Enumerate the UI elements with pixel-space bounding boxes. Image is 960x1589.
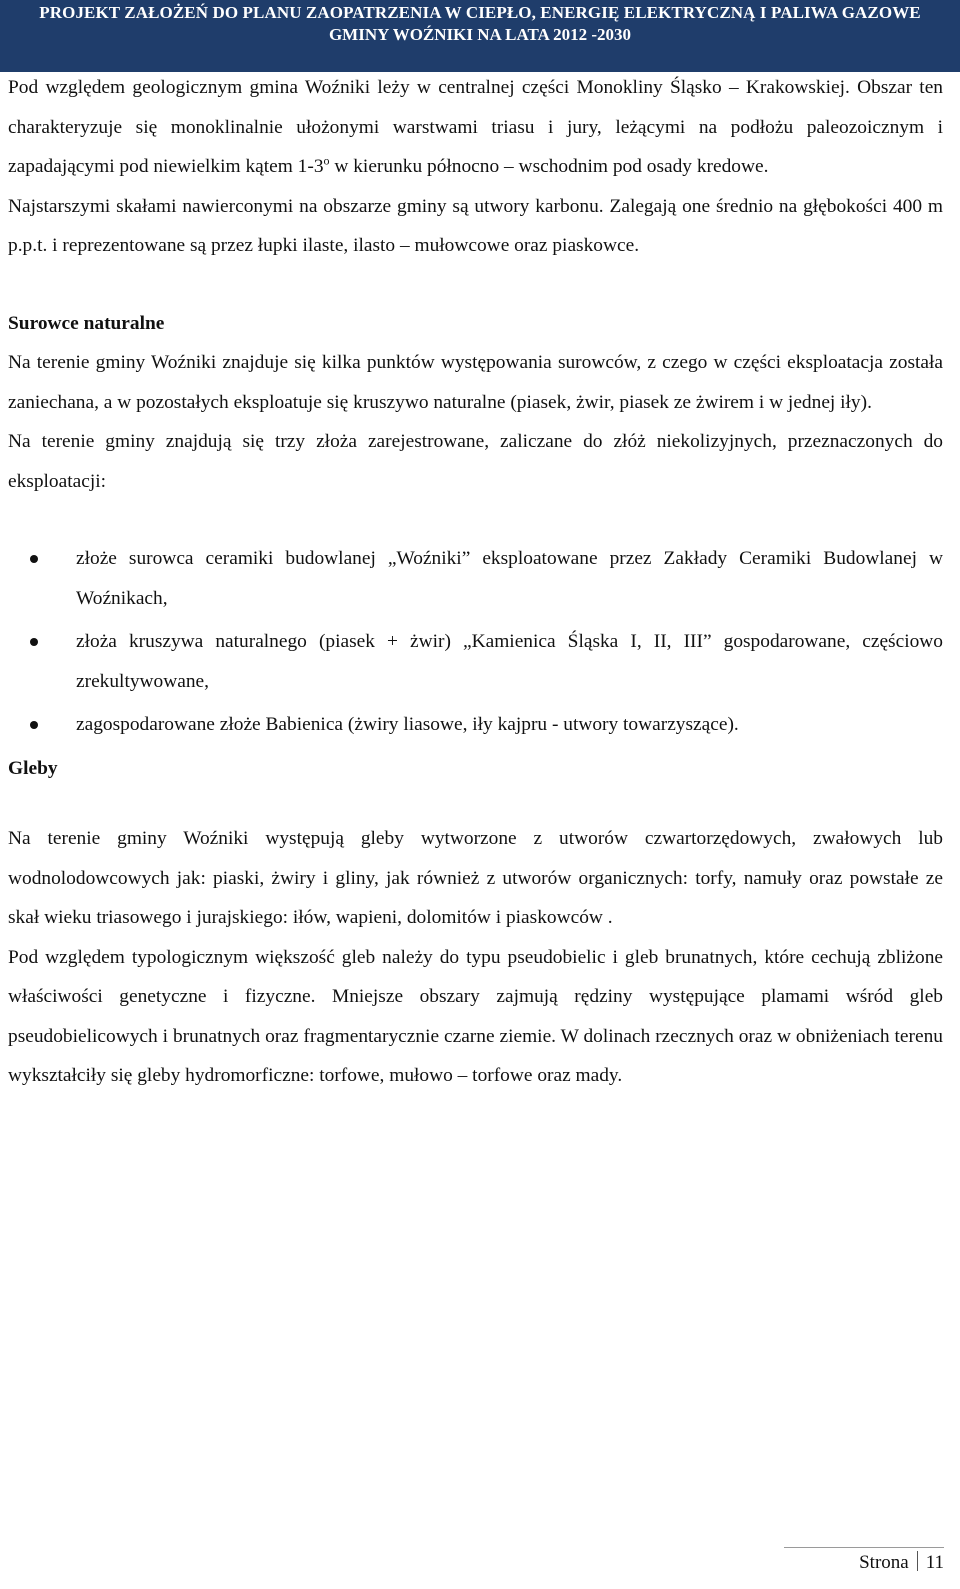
list-item: złoże surowca ceramiki budowlanej „Woźniki” eksploatowane przez Zakłady Ceramiki Budowlanej w Woźnikach,	[8, 539, 943, 618]
heading-soils: Gleby	[8, 757, 58, 779]
document-header	[0, 0, 960, 72]
degree-superscript: o	[323, 153, 330, 168]
bullet-icon	[30, 555, 38, 563]
heading-raw-materials: Surowce naturalne	[8, 312, 165, 334]
soils-paragraph-1: Na terenie gminy Woźniki występują gleby wytworzone z utworów czwartorzędowych, zwałowych lub wodnolodowcowych jak: piaski, żwiry i gliny, jak również z utworów organicznych: torfy, namuły oraz powstałe ze skał wieku triasowego i jurajskiego: iłów, wapieni, dolomitów i piaskowców .	[8, 828, 943, 928]
page-number: 11	[925, 1552, 944, 1573]
page-footer	[784, 1547, 944, 1576]
header-title-line1: PROJEKT ZAŁOŻEŃ DO PLANU ZAOPATRZENIA W CIEPŁO, ENERGIĘ ELEKTRYCZNĄ I PALIWA GAZOWE	[39, 3, 921, 22]
bullet-icon	[30, 721, 38, 729]
geology-paragraph-2: Najstarszymi skałami nawierconymi na obszarze gminy są utwory karbonu. Zalegają one średnio na głębokości 400 m p.p.t. i reprezentowane są przez łupki ilaste, ilasto – mułowcowe oraz piaskowce.	[8, 195, 943, 256]
raw-materials-paragraph-2: Na terenie gminy znajdują się trzy złoża zarejestrowane, zaliczane do złóż niekolizyjnych, przeznaczonych do eksploatacji:	[8, 431, 943, 492]
list-item: złoża kruszywa naturalnego (piasek + żwir) „Kamienica Śląska I, II, III” gospodarowane, częściowo zrekultywowane,	[8, 622, 943, 701]
document-body	[8, 68, 943, 1096]
header-title-line2: GMINY WOŹNIKI NA LATA 2012 -2030	[328, 25, 632, 44]
soils-paragraph-2: Pod względem typologicznym większość gleb należy do typu pseudobielic i gleb brunatnych, które cechują zbliżone właściwości genetyczne i fizyczne. Mniejsze obszary zajmują rędziny występujące plamami wśród gleb pseudobielicowych i brunatnych oraz fragmentarycznie czarne ziemie. W dolinach rzecznych oraz w obniżeniach terenu wykształciły się gleby hydromorficzne: torfowe, mułowo – torfowe oraz mady.	[8, 946, 943, 1086]
deposits-list	[8, 539, 943, 745]
footer-separator	[917, 1551, 918, 1571]
geology-paragraph-1: Pod względem geologicznym gmina Woźniki leży w centralnej części Monokliny Śląsko – Krakowskiej. Obszar ten charakteryzuje się monoklinalnie ułożonymi warstwami triasu i jury, leżącymi na podłożu paleozoicznym i zapadającymi pod niewielkim kątem 1-3$^o$ w kierunku północno – wschodnim pod osady kredowe.	[8, 77, 943, 177]
page-label: Strona	[859, 1552, 909, 1573]
bullet-icon	[30, 638, 38, 646]
list-item: zagospodarowane złoże Babienica (żwiry liasowe, iły kajpru - utwory towarzyszące).	[8, 705, 943, 745]
raw-materials-paragraph-1: Na terenie gminy Woźniki znajduje się kilka punktów występowania surowców, z czego w części eksploatacja została zaniechana, a w pozostałych eksploatuje się kruszywo naturalne (piasek, żwir, piasek ze żwirem i w jednej iły).	[8, 352, 943, 413]
